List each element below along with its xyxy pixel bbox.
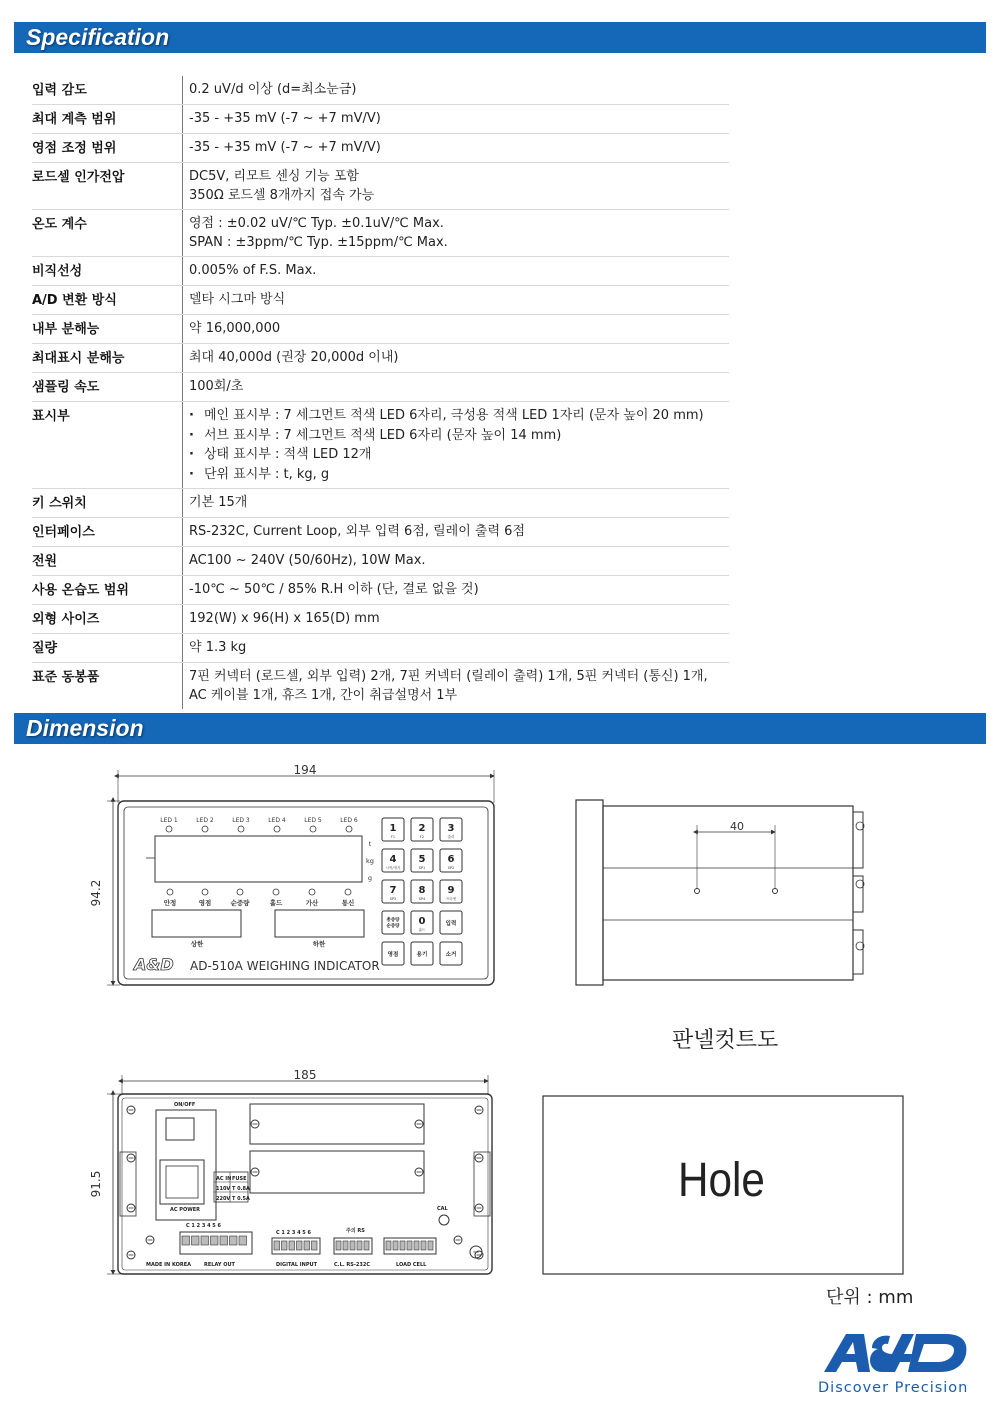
key-sub-label: 출력 bbox=[447, 835, 455, 839]
key-number: 5 bbox=[418, 854, 426, 865]
key-label: 용기 bbox=[416, 952, 428, 958]
and-logo-mark bbox=[818, 1315, 970, 1374]
connector-pin bbox=[274, 1241, 280, 1250]
led-label: LED 2 bbox=[196, 817, 214, 824]
led-label: LED 5 bbox=[304, 817, 322, 824]
spec-line: -35 - +35 mV (-7 ~ +7 mV/V) bbox=[189, 111, 381, 126]
spec-label: 사용 온습도 범위 bbox=[32, 576, 183, 605]
spec-line: 192(W) x 96(H) x 165(D) mm bbox=[189, 611, 380, 627]
power-table-cell: T 0.8A bbox=[232, 1186, 250, 1192]
key-sub-label: F2 bbox=[419, 835, 425, 839]
key-sub-label: SP2 bbox=[447, 866, 455, 870]
unit-label: g bbox=[367, 874, 373, 882]
key-sub-label: SP4 bbox=[418, 897, 426, 901]
panel-cut-title: 판넬컷트도 bbox=[672, 1028, 779, 1053]
spec-label: 최대 계측 범위 bbox=[32, 105, 183, 134]
connector-pin bbox=[350, 1241, 355, 1250]
key-label: 총중량 bbox=[386, 918, 400, 923]
logo-mark-text: A&D bbox=[818, 1315, 854, 1334]
spec-line: 약 16,000,000 bbox=[189, 321, 281, 336]
connector-pin bbox=[304, 1241, 310, 1250]
spec-bullet: · 단위 표시부 : t, kg, g bbox=[189, 465, 729, 485]
rear-view bbox=[107, 1075, 492, 1274]
spec-label: 전원 bbox=[32, 547, 183, 576]
connector-pin bbox=[400, 1241, 405, 1250]
spec-label: 키 스위치 bbox=[32, 489, 183, 518]
status-label: 통신 bbox=[341, 899, 355, 907]
connector-pin bbox=[211, 1236, 219, 1245]
status-indicator bbox=[202, 889, 208, 895]
spec-line: -10℃ ~ 50℃ / 85% R.H 이하 (단, 결로 없을 것) bbox=[189, 582, 479, 598]
connector-pin bbox=[230, 1236, 238, 1245]
key-sub-label: SP1 bbox=[418, 866, 426, 870]
spec-line: 약 1.3 kg bbox=[189, 640, 247, 656]
company-logo bbox=[818, 1315, 970, 1396]
unit-note: 단위 : mm bbox=[826, 1287, 914, 1308]
connector-pin bbox=[364, 1241, 369, 1250]
rear-label: MADE IN KOREA bbox=[146, 1262, 191, 1268]
front-model-label: AD-510A WEIGHING INDICATOR bbox=[190, 959, 380, 973]
spec-label: 영점 조정 범위 bbox=[32, 134, 183, 163]
spec-line: RS-232C, Current Loop, 외부 입력 6점, 릴레이 출력 6점 bbox=[189, 524, 526, 540]
spec-label: 표시부 bbox=[32, 402, 183, 489]
front-height-dim: 94.2 bbox=[89, 879, 103, 907]
led-indicator bbox=[166, 826, 172, 832]
spec-bullet: · 상태 표시부 : 적색 LED 12개 bbox=[189, 445, 729, 465]
connector-pin bbox=[312, 1241, 318, 1250]
spec-line: 기본 15개 bbox=[189, 495, 248, 511]
key-label: 소거 bbox=[445, 952, 457, 958]
rear-height-dim: 91.5 bbox=[89, 1170, 103, 1198]
spec-line: 100회/초 bbox=[189, 379, 244, 394]
spec-line: DC5V, 리모트 센싱 기능 포함 bbox=[189, 169, 359, 184]
power-table-cell: 220V bbox=[216, 1196, 231, 1202]
rear-label: LOAD CELL bbox=[396, 1262, 427, 1268]
rear-label: C 1 2 3 4 5 6 bbox=[276, 1230, 311, 1236]
connector-pin bbox=[220, 1236, 228, 1245]
key-label: 입력 bbox=[445, 921, 457, 927]
status-label: 영점 bbox=[198, 899, 212, 907]
sub-display-label: 상한 bbox=[190, 940, 204, 948]
power-table-cell: FUSE bbox=[232, 1176, 247, 1182]
status-label: 홀드 bbox=[269, 899, 283, 907]
status-indicator bbox=[237, 889, 243, 895]
status-indicator bbox=[309, 889, 315, 895]
spec-label: A/D 변환 방식 bbox=[32, 286, 183, 315]
spec-bullet: · 서브 표시부 : 7 세그먼트 적색 LED 6자리 (문자 높이 14 mm) bbox=[189, 426, 729, 446]
spec-line: AC100 ~ 240V (50/60Hz), 10W Max. bbox=[189, 553, 426, 569]
connector-pin bbox=[239, 1236, 247, 1245]
spec-label: 비직선성 bbox=[32, 257, 183, 286]
rear-label: C 1 2 3 4 5 6 bbox=[186, 1223, 221, 1229]
status-label: 가산 bbox=[305, 899, 319, 907]
key-label: 영점 bbox=[387, 952, 399, 958]
key-number: 9 bbox=[447, 885, 455, 896]
connector-pin bbox=[282, 1241, 288, 1250]
key-sub-label: 홀드 bbox=[418, 928, 426, 932]
spec-label: 외형 사이즈 bbox=[32, 605, 183, 634]
spec-label: 인터페이스 bbox=[32, 518, 183, 547]
side-view bbox=[576, 800, 864, 985]
spec-line: 영점 : ±0.02 uV/℃ Typ. ±0.1uV/℃ Max. bbox=[189, 216, 444, 231]
led-label: LED 6 bbox=[340, 817, 358, 824]
rear-label: C.L. RS-232C bbox=[334, 1262, 371, 1268]
connector-pin bbox=[357, 1241, 362, 1250]
front-width-dim: 194 bbox=[293, 763, 317, 777]
specification-title: Specification bbox=[26, 24, 170, 50]
front-brand-logo: A&D bbox=[134, 955, 174, 974]
spec-label: 질량 bbox=[32, 634, 183, 663]
connector-pin bbox=[336, 1241, 341, 1250]
rear-label: ON/OFF bbox=[174, 1102, 196, 1108]
spec-label: 샘플링 속도 bbox=[32, 373, 183, 402]
connector-pin bbox=[407, 1241, 412, 1250]
key-sub-label: F1 bbox=[390, 835, 396, 839]
led-indicator bbox=[202, 826, 208, 832]
spec-line: 350Ω 로드셀 8개까지 접속 가능 bbox=[189, 188, 375, 203]
status-indicator bbox=[167, 889, 173, 895]
status-label: 순중량 bbox=[230, 899, 250, 907]
spec-label: 로드셀 인가전압 bbox=[32, 163, 183, 210]
led-label: LED 4 bbox=[268, 817, 286, 824]
side-dim: 40 bbox=[730, 820, 744, 833]
status-label: 안정 bbox=[163, 899, 177, 907]
rear-label: AC POWER bbox=[170, 1207, 200, 1213]
connector-pin bbox=[201, 1236, 209, 1245]
spec-label: 입력 감도 bbox=[32, 76, 183, 105]
spec-line: 7핀 커넥터 (로드셀, 외부 입력) 2개, 7핀 커넥터 (릴레이 출력) 1개, 5핀 커넥터 (통신) 1개, bbox=[189, 669, 708, 685]
key-number: 8 bbox=[418, 885, 426, 896]
logo-tagline: Discover Precision bbox=[818, 1380, 969, 1396]
hole-label: Hole bbox=[678, 1154, 765, 1207]
key-sub-label: 프리셋 bbox=[445, 897, 457, 901]
spec-line: 델타 시그마 방식 bbox=[189, 292, 286, 307]
led-indicator bbox=[346, 826, 352, 832]
spec-label: 표준 동봉품 bbox=[32, 670, 100, 686]
unit-label: kg bbox=[366, 857, 374, 865]
spec-bullet: · 메인 표시부 : 7 세그먼트 적색 LED 6자리, 극성용 적색 LED 1자리 (문자 높이 20 mm) bbox=[189, 406, 729, 426]
connector-pin bbox=[414, 1241, 419, 1250]
rear-label: CAL bbox=[437, 1206, 448, 1212]
key-number: 0 bbox=[418, 916, 426, 927]
connector-pin bbox=[393, 1241, 398, 1250]
power-table-cell: AC IN bbox=[216, 1176, 232, 1182]
rear-label: 주의 RS bbox=[346, 1228, 365, 1234]
led-label: LED 1 bbox=[160, 817, 178, 824]
connector-pin bbox=[343, 1241, 348, 1250]
key-number: 2 bbox=[418, 823, 426, 834]
sub-display-label: 하한 bbox=[312, 940, 326, 948]
spec-label: 내부 분해능 bbox=[32, 315, 183, 344]
key-sub-label: 시작/정지 bbox=[385, 866, 401, 870]
led-indicator bbox=[274, 826, 280, 832]
led-indicator bbox=[238, 826, 244, 832]
connector-pin bbox=[297, 1241, 303, 1250]
key-number: 4 bbox=[389, 854, 397, 865]
spec-line: AC 케이블 1개, 휴즈 1개, 간이 취급설명서 1부 bbox=[189, 688, 458, 704]
rear-width-dim: 185 bbox=[293, 1068, 317, 1082]
front-view bbox=[107, 770, 494, 985]
spec-line: SPAN : ±3ppm/℃ Typ. ±15ppm/℃ Max. bbox=[189, 235, 448, 250]
status-indicator bbox=[273, 889, 279, 895]
key-number: 6 bbox=[447, 854, 455, 865]
spec-label: 최대표시 분해능 bbox=[32, 344, 183, 373]
power-table-cell: 110V bbox=[216, 1186, 231, 1192]
connector-pin bbox=[289, 1241, 295, 1250]
connector-pin bbox=[428, 1241, 433, 1250]
rear-label: RELAY OUT bbox=[204, 1262, 235, 1268]
status-indicator bbox=[345, 889, 351, 895]
led-indicator bbox=[310, 826, 316, 832]
spec-line: 최대 40,000d (권장 20,000d 이내) bbox=[189, 350, 399, 365]
led-label: LED 3 bbox=[232, 817, 250, 824]
dimension-title: Dimension bbox=[26, 715, 144, 741]
connector-pin bbox=[182, 1236, 190, 1245]
spec-line: 0.2 uV/d 이상 (d=최소눈금) bbox=[189, 82, 357, 97]
key-number: 3 bbox=[447, 823, 455, 834]
key-number: 7 bbox=[389, 885, 397, 896]
key-sub-label: SP3 bbox=[389, 897, 397, 901]
power-table-cell: T 0.5A bbox=[232, 1196, 250, 1202]
spec-line: -35 - +35 mV (-7 ~ +7 mV/V) bbox=[189, 140, 381, 155]
unit-label: t bbox=[368, 840, 372, 848]
spec-line: 0.005% of F.S. Max. bbox=[189, 263, 317, 278]
key-sub-label: 순중량 bbox=[386, 924, 400, 929]
connector-pin bbox=[421, 1241, 426, 1250]
cal-hole bbox=[439, 1215, 449, 1225]
spec-label: 온도 계수 bbox=[32, 210, 183, 257]
key-number: 1 bbox=[389, 823, 397, 834]
connector-pin bbox=[192, 1236, 200, 1245]
rear-label: DIGITAL INPUT bbox=[276, 1262, 317, 1268]
connector-pin bbox=[386, 1241, 391, 1250]
